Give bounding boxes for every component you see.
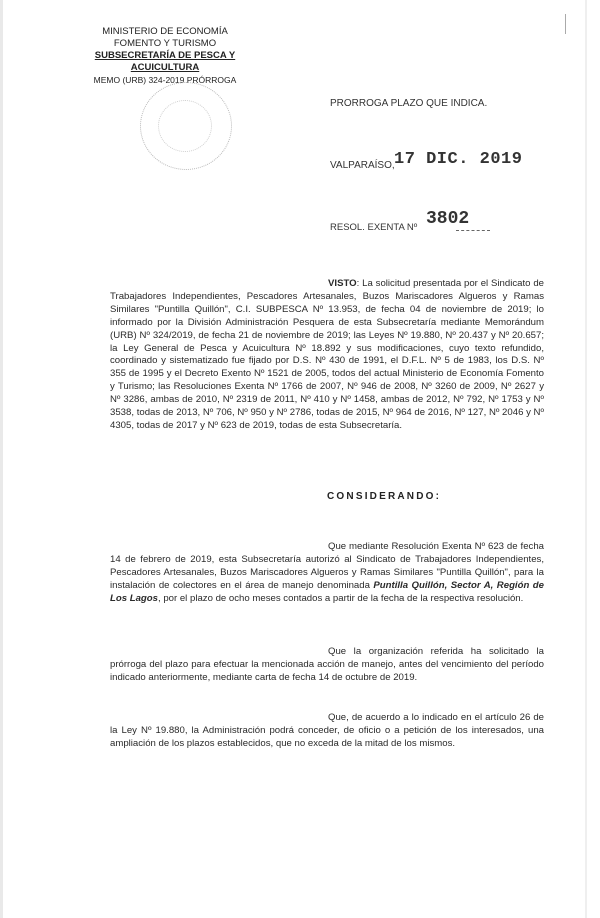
seal-stamp-inner bbox=[158, 100, 212, 152]
resolution-underline bbox=[456, 230, 490, 231]
header-ministry: MINISTERIO DE ECONOMÍA bbox=[102, 26, 228, 37]
considerando-p1-start: Que mediante Resolución Exenta Nº 623 de fecha 14 de febrero de 2019, esta Subsecretaría autorizó al Sindicato de Trabajadores Independientes, Pescadores Artesanales, Buzos Mariscadores Algueros y Ramas Similares "Puntilla Quillón", para la instalación de colectores en el área de manejo denominada bbox=[110, 541, 544, 591]
considerando-p1-end: , por el plazo de ocho meses contados a partir de la fecha de la respectiva resolución. bbox=[157, 592, 524, 604]
place-label: VALPARAÍSO, bbox=[330, 160, 395, 171]
visto-text: : La solicitud presentada por el Sindicato de Trabajadores Independientes, Pescadores Artesanales, Buzos Mariscadores Algueros y Ramas Similares "Puntilla Quillón", C.I. SUBPESCA Nº 13.953, de fecha 04 de noviembre de 2019; lo informado por la División Administración Pesquera de esta Subsecretaría mediante Memorándum (URB) Nº 324/2019, de fecha 21 de noviembre de 2019; las Leyes Nº 19.880, Nº 20.437 y Nº 20.657; la Ley General de Pesca y Acuicultura Nº 18.892 y sus modificaciones, cuyo texto refundido, coordinado y sistematizado fue fijado por D.S. Nº 430 de 1991, el D.F.L. Nº 5 de 1983, los D.S. Nº 355 de 1995 y el Decreto Exento Nº 1521 de 2005, todos del actual Ministerio de Economía Fomento y Turismo; las Resoluciones Exenta Nº 1766 de 2007, Nº 946 de 2008, Nº 3260 de 2009, Nº 2627 y Nº 3286, ambas de 2010, Nº 2319 de 2011, Nº 410 y Nº 1458, ambas de 2012, Nº 792, Nº 1753 y Nº 3538, todas de 2013, Nº 706, Nº 950 y Nº 2786, todas de 2015, Nº 964 de 2016, Nº 127, Nº 2046 y Nº 4305, todas de 2017 y Nº 623 de 2019, todas de esta Subsecretaría. bbox=[110, 278, 544, 431]
ministry-header bbox=[60, 26, 270, 86]
document-title: PRORROGA PLAZO QUE INDICA. bbox=[330, 98, 488, 109]
date-stamp: 17 DIC. 2019 bbox=[394, 150, 523, 169]
resolution-label: RESOL. EXENTA Nº bbox=[330, 222, 418, 233]
resolution-number: 3802 bbox=[426, 209, 470, 229]
considerando-paragraph-1 bbox=[110, 541, 544, 606]
scan-edge-right bbox=[585, 0, 587, 918]
considerando-paragraph-2: Que la organización referida ha solicitado la prórroga del plazo para efectuar la mencionada acción de manejo, antes del vencimiento del período indicado anteriormente, mediante carta de fecha 14 de octubre de 2019. bbox=[110, 646, 544, 683]
visto-paragraph bbox=[110, 278, 544, 433]
header-fomento: FOMENTO Y TURISMO bbox=[113, 38, 217, 49]
header-memo: MEMO (URB) 324-2019 PRÓRROGA bbox=[93, 75, 237, 85]
visto-label: VISTO bbox=[328, 278, 357, 289]
scan-edge-left bbox=[0, 0, 3, 918]
header-subsecretaria: SUBSECRETARÍA DE PESCA Y ACUICULTURA bbox=[94, 50, 236, 73]
considerando-paragraph-3: Que, de acuerdo a lo indicado en el artículo 26 de la Ley Nº 19.880, la Administración podrá conceder, de oficio o a petición de los interesados, una ampliación de los plazos establecidos, que no exceda de la mitad de los mismos. bbox=[110, 712, 544, 749]
scan-mark bbox=[565, 14, 566, 34]
considerando-title: CONSIDERANDO: bbox=[327, 491, 442, 502]
area-name: Puntilla Quillón, Sector A, Región de Los Lagos bbox=[110, 579, 544, 604]
